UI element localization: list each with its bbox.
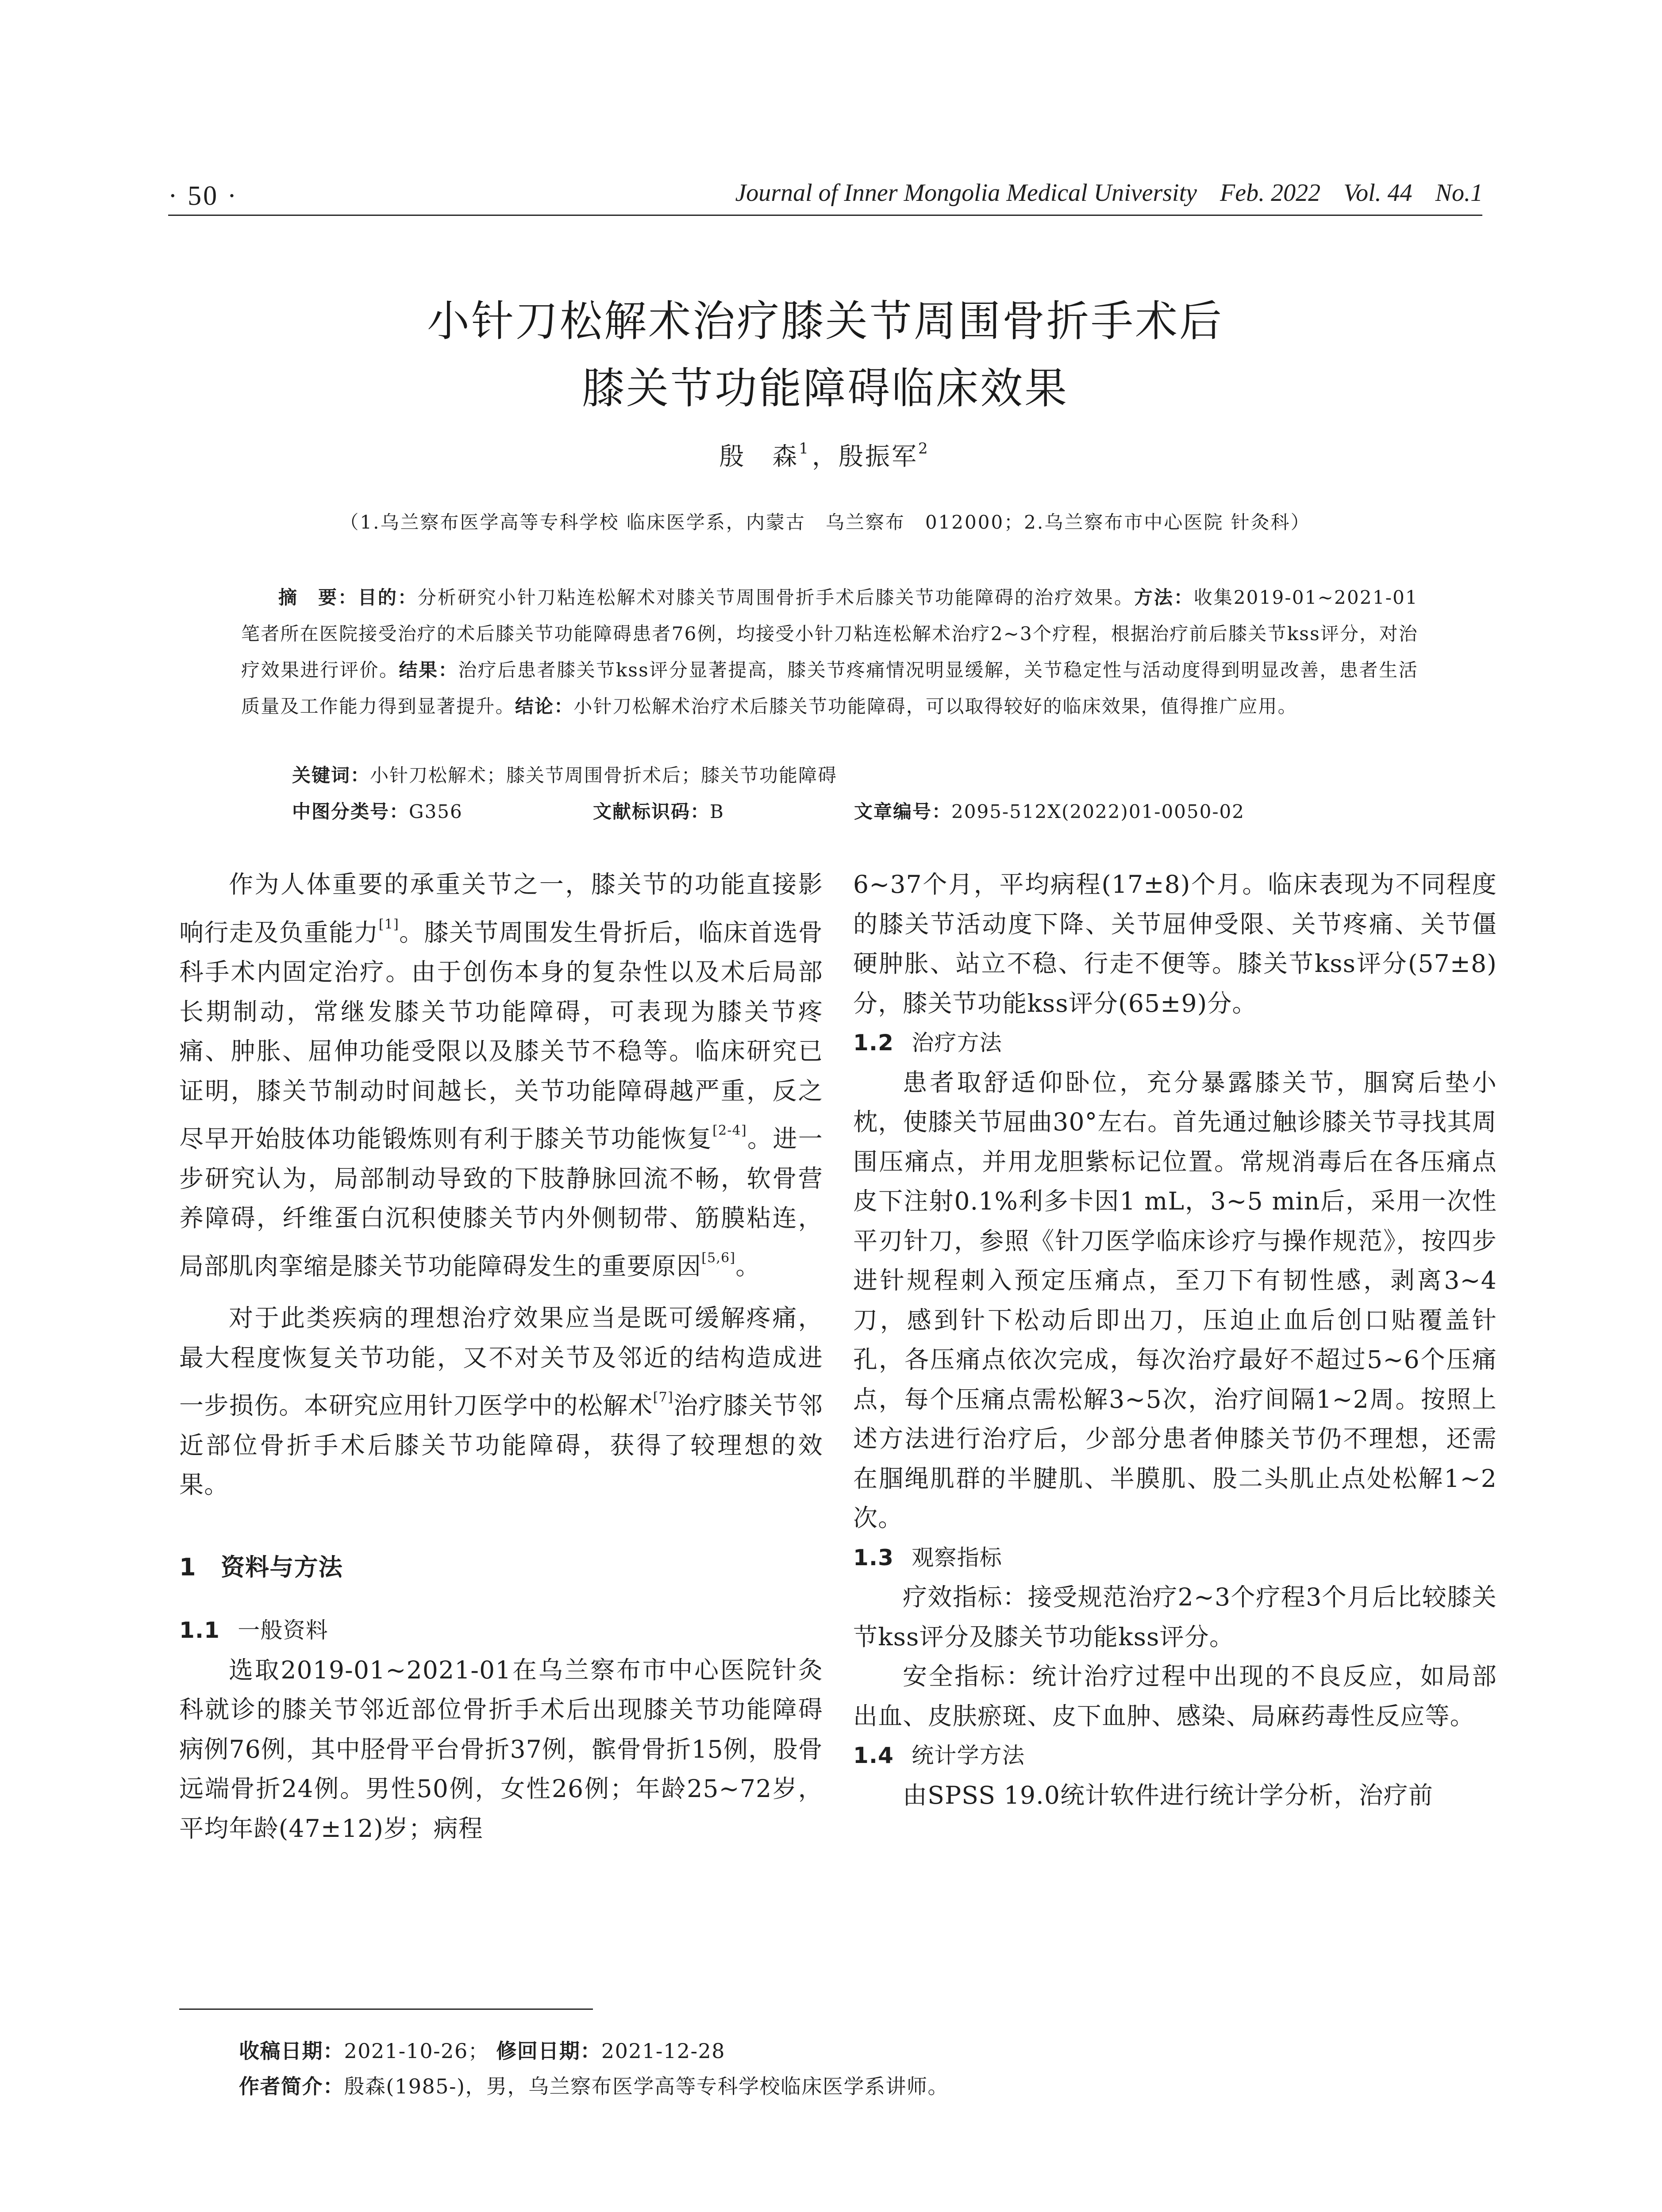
author-1-affil: 1: [799, 440, 810, 457]
body-column-left: [179, 865, 823, 1848]
author-2: 殷振军: [839, 442, 918, 471]
subsection-heading-1-1: 1.1 一般资料: [179, 1617, 328, 1643]
subsection-heading-1-3: 1.3 观察指标: [853, 1544, 1002, 1571]
author-separator: ，: [812, 442, 839, 471]
article-title: [168, 288, 1482, 422]
doc-code-label: 文献标识码：: [593, 801, 710, 822]
section-heading-1: 1 资料与方法: [179, 1553, 343, 1581]
statistics-paragraph: 由SPSS 19.0统计软件进行统计学分析，治疗前: [903, 1781, 1434, 1809]
author-1: 殷 森: [719, 442, 799, 471]
journal-name: Journal of Inner Mongolia Medical University: [735, 179, 1197, 207]
objective-label: 目的：: [358, 587, 418, 608]
conclusion-label: 结论：: [515, 695, 574, 717]
abstract: [241, 580, 1418, 725]
volume: Vol. 44: [1343, 179, 1412, 207]
running-header: [735, 179, 1483, 207]
clc-number: [292, 797, 463, 824]
revised-date: 2021-12-28: [601, 2039, 726, 2063]
results-text: 治疗后患者膝关节kss评分显著提高，膝关节疼痛情况明显缓解，关节稳定性与活动度得到明显改善，患者生活质量及工作能力得到显著提升。: [241, 659, 1418, 717]
methods-paragraph-1-cont: 6~37个月，平均病程(17±8)个月。临床表现为不同程度的膝关节活动度下降、关节屈伸受限、关节疼痛、关节僵硬肿胀、站立不稳、行走不便等。膝关节kss评分(57±8)分，膝关节功能kss评分(65±9)分。: [853, 870, 1497, 1018]
keywords-text: 小针刀松解术；膝关节周围骨折术后；膝关节功能障碍: [370, 764, 838, 786]
issue-date: Feb. 2022: [1220, 179, 1321, 207]
keywords: [292, 761, 837, 787]
footnote-dates: [239, 2035, 725, 2064]
article-number-value: 2095-512X(2022)01-0050-02: [951, 801, 1245, 822]
safety-paragraph: 安全指标：统计治疗过程中出现的不良反应，如局部出血、皮肤瘀斑、皮下血肿、感染、局麻药毒性反应等。: [853, 1662, 1497, 1730]
revised-label: 修回日期：: [496, 2039, 601, 2063]
issue-number: No.1: [1435, 179, 1483, 207]
header-rule: [168, 215, 1482, 216]
citation: [5,6]: [701, 1250, 736, 1266]
treatment-paragraph: 患者取舒适仰卧位，充分暴露膝关节，腘窝后垫小枕，使膝关节屈曲30°左右。首先通过触诊膝关节寻找其周围压痛点，并用龙胆紫标记位置。常规消毒后在各压痛点皮下注射0.1%利多卡因1 mL，3~5 min后，采用一次性平刃针刀，参照《针刀医学临床诊疗与操作规范》，按四步进针规程刺入预定压痛点，至刀下有韧性感，剥离3~4刀，感到针下松动后即出刀，压迫止血后创口贴覆盖针孔，各压痛点依次完成，每次治疗最好不超过5~6个压痛点，每个压痛点需松解3~5次，治疗间隔1~2周。按照上述方法进行治疗后，少部分患者伸膝关节仍不理想，还需在腘绳肌群的半腱肌、半膜肌、股二头肌止点处松解1~2次。: [853, 1068, 1497, 1532]
author-2-affil: 2: [918, 440, 930, 457]
intro-paragraph-1: 作为人体重要的承重关节之一，膝关节的功能直接影响行走及负重能力[1]。膝关节周围发生骨折后，临床首选骨科手术内固定治疗。由于创伤本身的复杂性以及术后局部长期制动，常继发膝关节功能障碍，可表现为膝关节疼痛、肿胀、屈伸功能受限以及膝关节不稳等。临床研究已证明，膝关节制动时间越长，关节功能障碍越严重，反之尽早开始肢体功能锻炼则有利于膝关节功能恢复[2-4]。进一步研究认为，局部制动导致的下肢静脉回流不畅，软骨营养障碍，纤维蛋白沉积使膝关节内外侧韧带、筋膜粘连，局部肌肉挛缩是膝关节功能障碍发生的重要原因[5,6]。: [179, 870, 823, 1280]
citation: [7]: [653, 1390, 673, 1405]
received-date: 2021-10-26；: [344, 2039, 489, 2063]
methods-paragraph-1: 选取2019-01~2021-01在乌兰察布市中心医院针灸科就诊的膝关节邻近部位骨折手术后出现膝关节功能障碍病例76例，其中胫骨平台骨折37例，髌骨骨折15例，股骨远端骨折24例。男性50例，女性26例；年龄25~72岁，平均年龄(47±12)岁；病程: [179, 1655, 823, 1843]
methods-label: 方法：: [1134, 587, 1194, 608]
clc-value: G356: [409, 801, 463, 822]
objective-text: 分析研究小针刀粘连松解术对膝关节周围骨折手术后膝关节功能障碍的治疗效果。: [417, 587, 1134, 608]
author-bio-text: 殷森(1985-)，男，乌兰察布医学高等专科学校临床医学系讲师。: [344, 2074, 949, 2098]
citation: [1]: [378, 916, 399, 932]
doc-code-value: B: [710, 801, 724, 822]
keywords-label: 关键词：: [292, 764, 370, 786]
intro-paragraph-2: 对于此类疾病的理想治疗效果应当是既可缓解疼痛，最大程度恢复关节功能，又不对关节及邻近的结构造成进一步损伤。本研究应用针刀医学中的松解术[7]治疗膝关节邻近部位骨折手术后膝关节功能障碍，获得了较理想的效果。: [179, 1304, 823, 1499]
subsection-heading-1-4: 1.4 统计学方法: [853, 1743, 1025, 1768]
results-label: 结果：: [399, 659, 458, 681]
title-line-2: 膝关节功能障碍临床效果: [582, 364, 1069, 413]
methods-text: 收集2019-01~2021-01笔者所在医院接受治疗的术后膝关节功能障碍患者76例，均接受小针刀粘连松解术治疗2~3个疗程，根据治疗前后膝关节kss评分，对治疗效果进行评价。: [241, 587, 1418, 681]
footnote-author-bio: [239, 2070, 949, 2100]
footnote-rule: [179, 2008, 593, 2010]
received-label: 收稿日期：: [239, 2039, 344, 2063]
conclusion-text: 小针刀松解术治疗术后膝关节功能障碍，可以取得较好的临床效果，值得推广应用。: [573, 695, 1297, 717]
subsection-heading-1-2: 1.2 治疗方法: [853, 1030, 1002, 1056]
body-column-right: [853, 865, 1497, 1815]
article-number: [854, 797, 1245, 824]
page-number: · 50 ·: [168, 181, 239, 211]
clc-label: 中图分类号：: [292, 801, 409, 822]
affiliations: （1.乌兰察布医学高等专科学校 临床医学系，内蒙古 乌兰察布 012000；2.乌兰察布市中心医院 针灸科）: [340, 511, 1311, 533]
title-line-1: 小针刀松解术治疗膝关节周围骨折手术后: [427, 296, 1223, 346]
article-number-label: 文章编号：: [854, 801, 952, 822]
abstract-label: 摘 要：: [278, 587, 358, 608]
author-list: [168, 437, 1482, 472]
document-code: [593, 797, 724, 824]
citation: [2-4]: [712, 1123, 747, 1138]
author-bio-label: 作者简介：: [239, 2074, 344, 2098]
efficacy-paragraph: 疗效指标：接受规范治疗2~3个疗程3个月后比较膝关节kss评分及膝关节功能kss评分。: [853, 1583, 1497, 1651]
